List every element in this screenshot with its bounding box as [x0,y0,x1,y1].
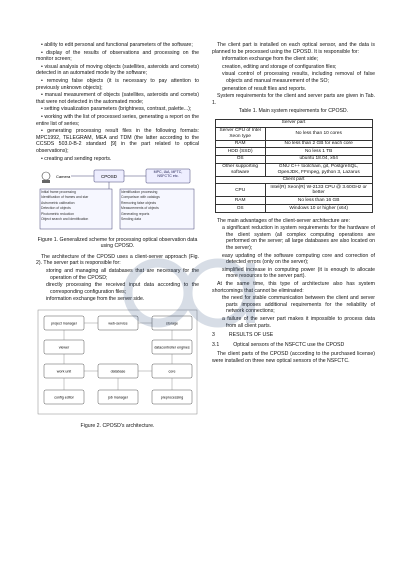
table-row [215,127,372,140]
fig1-left-item: Identification of frames and star [41,195,89,200]
table-cell-item: OS [215,205,265,213]
section-heading [212,332,375,339]
advantages-list [212,225,375,280]
server-responsibility-item: information exchange from the server side. [46,296,145,303]
capability-item: • working with the list of processed series, generating a report on the entire list of series; [36,113,199,127]
subsection-heading [212,342,375,349]
fig1-left-list [41,190,111,221]
fig2-box-label: database [110,369,126,374]
table-1-caption: Table 1. Main system requirements for CPOSD. [238,108,349,115]
server-responsibilities-list [36,268,199,303]
table-cell-item: Other supporting software [215,163,265,176]
client-responsibility-item: visual control of processing results, including removal of false objects and manual measurement of the SO; [222,71,375,84]
capability-item: • visual analysis of moving objects (satellites, asteroids and comets) detected in an automated mode by the software; [36,63,199,77]
capability-item: • generating processing result files in the following formats: MPC1992, TELEGRAM, MEA and TDM (the latter according to the CCSDS 503.0-B-2 standard [9] in the part related to optical observations); [36,128,199,154]
right-column [212,42,375,366]
table-row [215,148,372,156]
table-cell-value: ubuntu 18.04, x64 [265,155,372,163]
section-title: RESULTS OF USE [228,332,274,339]
client-responsibility-item: generation of result files and reports. [222,85,307,92]
advantage-item: easy updating of the software computing core and correction of detected errors (only on the server); [222,252,375,266]
subsection-title: Optical sensors of the NSFCTC use the CPOSD [233,341,345,348]
fig1-right-item: Removing false objects [121,200,157,205]
table-cell-value: No less 1 TB [265,148,372,156]
figure-2-diagram [36,308,199,418]
fig1-right-item: Generating reports [121,211,150,216]
shortcomings-list [212,295,375,329]
capability-list [36,42,199,162]
camera-icon [42,172,50,183]
fig2-box-label: project manager [51,321,77,326]
right-paragraph-5: The client parts of the CPOSD (according to the purchased license) were installed on three new optical sensors of the NSFCTC. [212,351,375,364]
capability-item: • creating and sending reports. [41,155,112,162]
server-responsibility-item: storing and managing all databases that are necessary for the operation of the CPOSD; [46,268,199,281]
fig1-left-item: Photometric reduction [41,211,74,216]
right-paragraph-2: System requirements for the client and server parts are given in Tab. 1. [212,93,375,106]
table-row [215,184,372,197]
capability-item: • ability to edit personal and functional parameters of the software; [41,42,193,48]
fig1-left-item: Initial frame processing [41,190,76,195]
capability-item: • removing false objects (it is necessary to pay attention to previously unknown objects); [36,77,199,91]
figure-2-caption: Figure 2. CPOSD's architecture. [80,422,155,429]
table-cell-item: HDD (SSD) [215,148,265,156]
figure-2 [36,304,199,429]
fig2-box-label: config editor [54,395,74,400]
advantage-item: a significant reduction in system requirements for the hardware of the client system (all complex computing operations are performed on the server; all large databases are also located on the server); [222,225,375,252]
fig1-left-list-wrap [41,190,111,228]
table-row [215,205,372,213]
fig1-left-item: Astrometric calibration [41,200,75,205]
table-cell-value: Intel(R) Xeon(R) W-2133 CPU @ 3.60GHz or better [265,184,372,197]
table-cell-item: RAM [215,140,265,148]
figure-1-caption: Figure 1. Generalized scheme for processing optical observation data using CPOSD. [37,236,198,250]
fig1-receivers-label-wrap [147,170,189,182]
server-responsibility-item: directly processing the received input data according to the corresponding configuration files; [46,282,199,295]
fig2-box-label: storage [166,321,178,326]
fig1-right-list [121,190,193,221]
right-paragraph-3: The main advantages of the client-server architecture are: [217,217,350,224]
fig2-box-label: job manager [108,395,128,400]
client-header: Client part [215,176,372,184]
server-header-row [215,119,372,127]
table-cell-item: RAM [215,197,265,205]
right-paragraph-4: At the same time, this type of architecture also has system shortcomings that cannot be eliminated: [212,281,375,294]
table-cell-value: No less than 16 GB [265,197,372,205]
fig1-label-receivers: MPC, IAA, MFTC, NSFCTC etc. [153,170,183,179]
subsection-number: 3.1 [212,341,220,348]
client-header-row [215,176,372,184]
fig1-right-item: Measurements of objects [121,206,159,211]
table-cell-item: OS [215,155,265,163]
client-responsibility-item: creation, editing and storage of configuration files; [222,63,337,70]
table-cell-value: GNU C++ toolchain, git, PostgreSQL, OpenJDK, FFmpeg, python 3, Lazarus [265,163,372,176]
fig1-right-item: Comparison with catalogs [121,195,160,200]
advantage-item: simplified increase in computing power (it is enough to allocate more resources to the server part). [222,266,375,280]
table-row [215,197,372,205]
fig1-label-cposd: CPOSD [100,174,118,180]
table-cell-value: Windows 10 or higher (x64) [265,205,372,213]
fig2-boxes [44,316,192,404]
fig1-right-list-wrap [121,190,193,228]
client-responsibilities-list [212,56,375,92]
capability-item: • display of the results of observations and processing on the monitor screen; [36,49,199,63]
figure-1 [36,163,199,250]
section-number: 3 [212,332,215,339]
table-cell-item: CPU [215,184,265,197]
left-paragraph-1: The architecture of the CPOSD uses a client-server approach (Fig. 2). The server part is responsible for: [36,253,199,267]
fig2-box-label: web-service [108,321,128,326]
right-paragraph-1: The client part is installed on each optical sensor, and the data is planned to be processed using the CPOSD. It is responsible for: [212,42,375,55]
fig1-left-item: Detection of objects [41,206,71,211]
server-header: Server part [215,119,372,127]
capability-item: • manual measurement of objects (satellites, asteroids and comets) that were not detected in the automated mode; [36,92,199,105]
left-column [36,42,199,433]
shortcoming-item: a failure of the server part makes it impossible to process data from all client parts. [222,315,375,329]
table-cell-value: No less than 10 cores [265,127,372,140]
table-row [215,140,372,148]
shortcoming-item: the need for stable communication between the client and server parts imposes additional requirements for the reliability of network connections; [222,295,375,315]
table-row [215,163,372,176]
fig1-label-camera: Camera [56,174,71,180]
fig1-left-item: Object search and identification [41,217,89,222]
table-cell-item: Server CPU of Intel Xeon type [215,127,265,140]
fig2-box-label: work unit [56,369,72,374]
table-cell-value: No less than 2 GB for each core [265,140,372,148]
fig2-box-label: datacontroller engines [154,345,190,350]
fig1-right-item: Identification processing [121,190,158,195]
requirements-table [215,119,373,213]
fig2-box-label: viewer [58,345,70,350]
fig2-box-label: preprocessing [160,395,184,400]
figure-1-diagram [36,167,199,232]
fig1-right-item: Sending data [121,217,141,222]
table-row [215,155,372,163]
fig2-box-label: core [168,369,176,374]
client-responsibility-item: information exchange from the client side; [222,56,319,63]
capability-item: • setting visualization parameters (brightness, contrast, palette...); [41,106,192,113]
